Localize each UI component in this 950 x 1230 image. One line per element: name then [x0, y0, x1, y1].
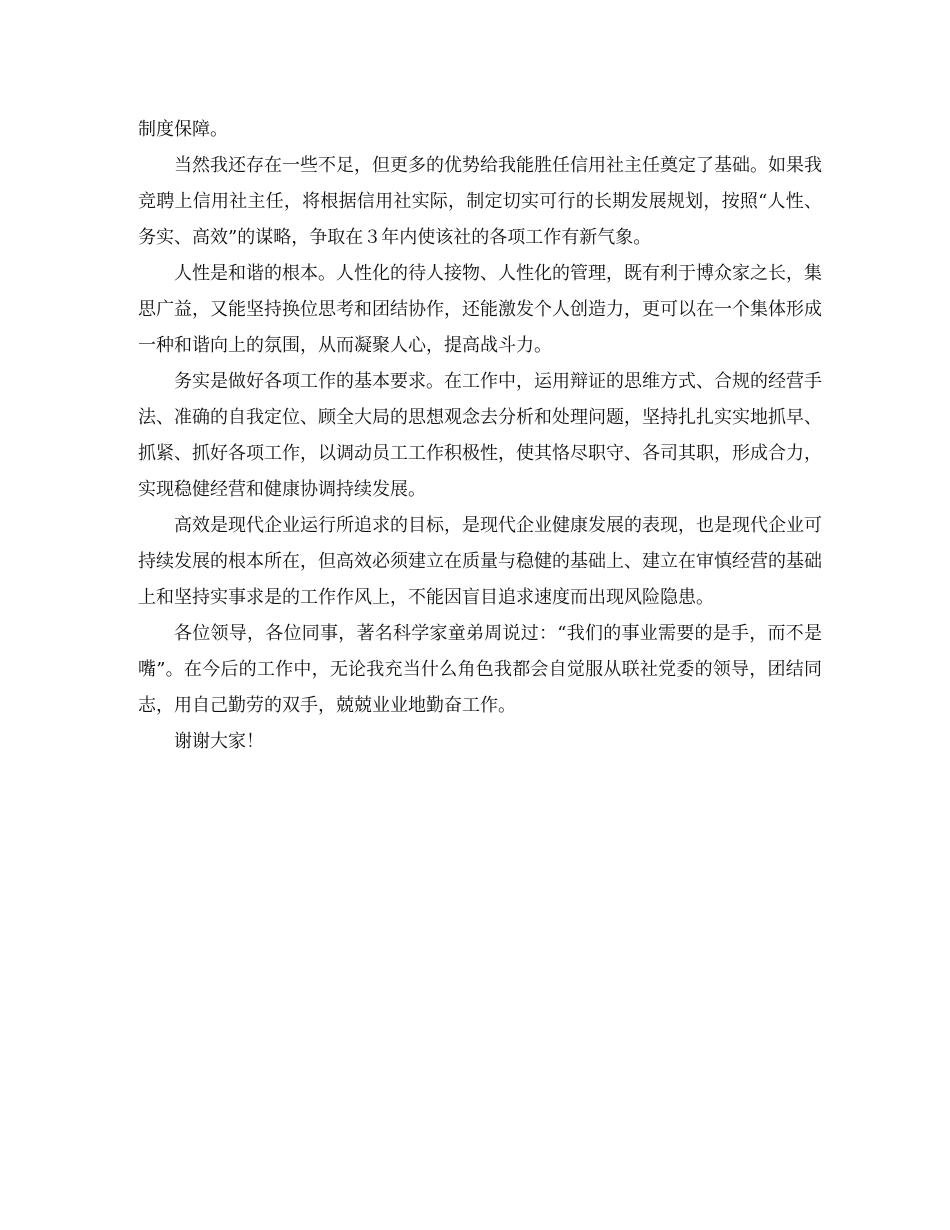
paragraph-humanity: 人性是和谐的根本。人性化的待人接物、人性化的管理，既有利于博众家之长，集思广益，又能坚持换位思考和团结协作，还能激发个人创造力，更可以在一个集体形成一种和谐向上的氛围，从而凝聚人心，提高战斗力。 — [138, 263, 822, 356]
paragraph-closing: 各位领导，各位同事，著名科学家童弟周说过：“我们的事业需要的是手，而不是嘴”。在今后的工作中，无论我充当什么角色我都会自觉服从联社党委的领导，团结同志，用自己勤劳的双手，兢兢业业地勤奋工作。 — [138, 623, 822, 716]
paragraph-efficiency: 高效是现代企业运行所追求的目标，是现代企业健康发展的表现，也是现代企业可持续发展的根本所在，但高效必须建立在质量与稳健的基础上、建立在审慎经营的基础上和坚持实事求是的工作作风上，不能因盲目追求速度而出现风险隐患。 — [138, 515, 822, 608]
paragraph-shortcomings: 当然我还存在一些不足，但更多的优势给我能胜任信用社主任奠定了基础。如果我竞聘上信用社主任，将根据信用社实际，制定切实可行的长期发展规划，按照“人性、务实、高效”的谋略，争取在３年内使该社的各项工作有新气象。 — [138, 155, 822, 248]
document-body — [138, 112, 822, 760]
paragraph-thanks: 谢谢大家！ — [174, 731, 264, 752]
paragraph-continuation: 制度保障。 — [138, 119, 228, 140]
paragraph-pragmatism: 务实是做好各项工作的基本要求。在工作中，运用辩证的思维方式、合规的经营手法、准确的自我定位、顾全大局的思想观念去分析和处理问题，坚持扎扎实实地抓早、抓紧、抓好各项工作，以调动员工工作积极性，使其恪尽职守、各司其职，形成合力，实现稳健经营和健康协调持续发展。 — [138, 371, 822, 500]
